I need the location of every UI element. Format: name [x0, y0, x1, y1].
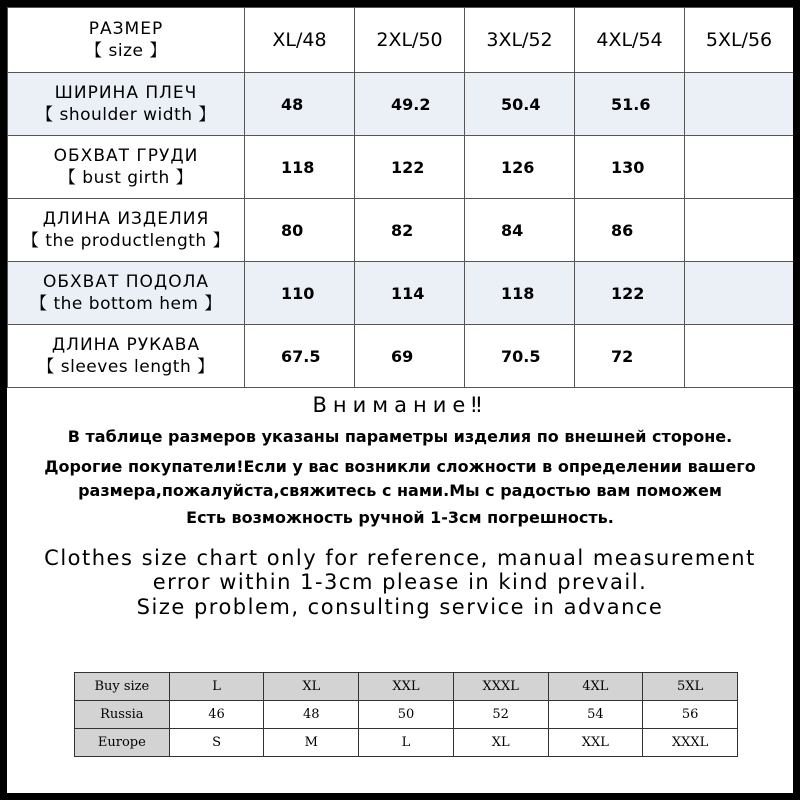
- conversion-cell: 46: [169, 701, 264, 729]
- measurement-value: [685, 325, 794, 388]
- measurement-value: 70.5: [465, 325, 575, 388]
- measurement-value: 84: [465, 199, 575, 262]
- measurement-value: 122: [355, 136, 465, 199]
- size-column-header: 5XL/56: [685, 8, 794, 73]
- conversion-header-cell: 5XL: [643, 673, 738, 701]
- measurement-value: 50.4: [465, 73, 575, 136]
- conversion-header-cell: XL: [264, 673, 359, 701]
- notice-en-line: error within 1-3cm please in kind prevail.: [152, 570, 648, 594]
- notice-ru-line: размера,пожалуйста,свяжитесь с нами.Мы с радостью вам поможем: [78, 481, 722, 500]
- size-conversion-table: [74, 672, 738, 757]
- measurement-label: [8, 262, 245, 325]
- size-column-header: 2XL/50: [355, 8, 465, 73]
- size-column-header: 4XL/54: [575, 8, 685, 73]
- conversion-header-cell: XXL: [359, 673, 454, 701]
- measurement-value: [685, 262, 794, 325]
- measurement-label-ru: ОБХВАТ ПОДОЛА: [42, 272, 209, 292]
- conversion-cell: XXL: [548, 729, 643, 757]
- measurement-value: 126: [465, 136, 575, 199]
- size-label-ru: РАЗМЕР: [88, 19, 164, 39]
- conversion-cell: 48: [264, 701, 359, 729]
- measurement-value: 48: [245, 73, 355, 136]
- measurement-row-length: [8, 199, 794, 262]
- conversion-header-row: [75, 673, 738, 701]
- size-measurement-table: [7, 7, 793, 388]
- notice-en-line: Size problem, consulting service in advance: [136, 595, 664, 619]
- measurement-value: 49.2: [355, 73, 465, 136]
- measurement-row-hem: [8, 262, 794, 325]
- conversion-cell: 56: [643, 701, 738, 729]
- measurement-label: [8, 136, 245, 199]
- size-header-label: [8, 8, 245, 73]
- conversion-header-cell: XXXL: [453, 673, 548, 701]
- measurement-value: 67.5: [245, 325, 355, 388]
- measurement-value: 110: [245, 262, 355, 325]
- measurement-value: 118: [245, 136, 355, 199]
- conversion-cell: 54: [548, 701, 643, 729]
- measurement-label: [8, 325, 245, 388]
- conversion-cell: 50: [359, 701, 454, 729]
- measurement-row-shoulder: [8, 73, 794, 136]
- measurement-row-bust: [8, 136, 794, 199]
- measurement-label: [8, 199, 245, 262]
- measurement-label: [8, 73, 245, 136]
- conversion-row-label: Russia: [75, 701, 170, 729]
- conversion-cell: M: [264, 729, 359, 757]
- measurement-label-ru: ОБХВАТ ГРУДИ: [53, 146, 199, 166]
- notice-en-line: Clothes size chart only for reference, manual measurement: [44, 546, 756, 570]
- measurement-label-ru: ДЛИНА РУКАВА: [51, 335, 201, 355]
- measurement-value: 114: [355, 262, 465, 325]
- measurement-value: 130: [575, 136, 685, 199]
- measurement-value: [685, 199, 794, 262]
- conversion-header-cell: L: [169, 673, 264, 701]
- conversion-header-cell: 4XL: [548, 673, 643, 701]
- measurement-value: 86: [575, 199, 685, 262]
- measurement-value: [685, 73, 794, 136]
- conversion-cell: XXXL: [643, 729, 738, 757]
- size-column-header: 3XL/52: [465, 8, 575, 73]
- notice-ru-line: Дорогие покупатели!Если у вас возникли сложности в определении вашего: [44, 457, 756, 476]
- conversion-row-label: Europe: [75, 729, 170, 757]
- conversion-row-europe: [75, 729, 738, 757]
- size-chart-page: [7, 7, 793, 793]
- measurement-label-en: 【 the bottom hem 】: [30, 294, 222, 314]
- conversion-row-russia: [75, 701, 738, 729]
- measurement-value: 118: [465, 262, 575, 325]
- conversion-cell: S: [169, 729, 264, 757]
- measurement-value: 80: [245, 199, 355, 262]
- conversion-cell: XL: [453, 729, 548, 757]
- conversion-cell: L: [359, 729, 454, 757]
- conversion-cell: 52: [453, 701, 548, 729]
- measurement-label-ru: ДЛИНА ИЗДЕЛИЯ: [42, 209, 210, 229]
- notice-ru-line: В таблице размеров указаны параметры изделия по внешней стороне.: [67, 427, 733, 446]
- measurement-value: 51.6: [575, 73, 685, 136]
- measurement-label-en: 【 sleeves length 】: [37, 357, 215, 377]
- measurement-value: 69: [355, 325, 465, 388]
- measurement-row-sleeve: [8, 325, 794, 388]
- size-label-en: 【 size 】: [85, 41, 167, 61]
- measurement-value: 82: [355, 199, 465, 262]
- measurement-value: [685, 136, 794, 199]
- size-column-header: XL/48: [245, 8, 355, 73]
- measurement-label-en: 【 the productlength 】: [21, 231, 231, 251]
- notice-ru-line: Есть возможность ручной 1-3cм погрешность.: [186, 508, 614, 527]
- measurement-label-en: 【 shoulder width 】: [36, 105, 216, 125]
- measurement-label-ru: ШИРИНА ПЛЕЧ: [54, 83, 198, 103]
- measurement-value: 72: [575, 325, 685, 388]
- measurement-label-en: 【 bust girth 】: [58, 168, 194, 188]
- conversion-header-cell: Buy size: [75, 673, 170, 701]
- size-header-row: [8, 8, 794, 73]
- measurement-value: 122: [575, 262, 685, 325]
- notice-title: Внимание‼: [312, 393, 488, 417]
